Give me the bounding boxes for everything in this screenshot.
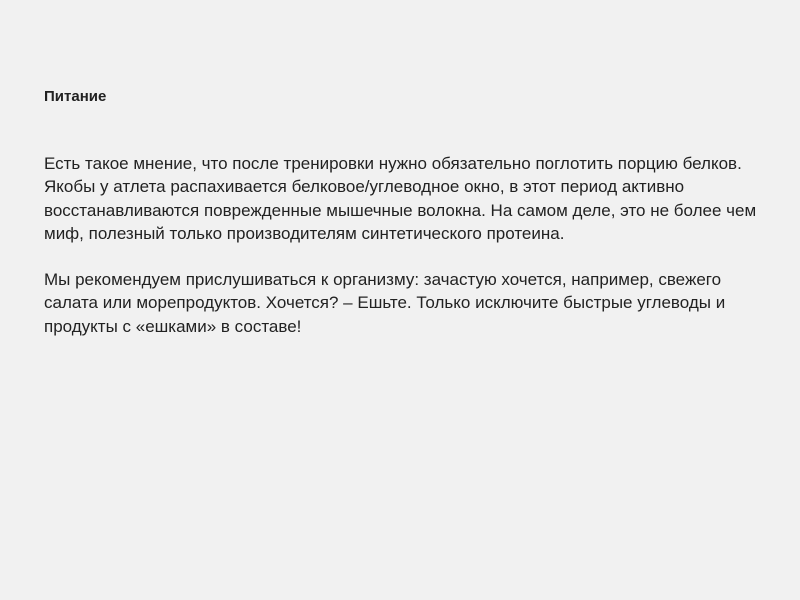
paragraph-spacer <box>44 245 764 268</box>
slide-content <box>44 86 764 338</box>
paragraph-2: Мы рекомендуем прислушиваться к организму: зачастую хочется, например, свежего салата или морепродуктов. Хочется? – Ешьте. Только исключите быстрые углеводы и продукты с «ешками» в составе! <box>44 270 726 336</box>
paragraph-1: Есть такое мнение, что после тренировки нужно обязательно поглотить порцию белков. Якобы у атлета распахивается белковое/углеводное окно, в этот период активно восстанавливаются поврежденные мышечные волокна. На самом деле, это не более чем миф, полезный только производителям синтетического протеина. <box>44 154 757 243</box>
slide-title: Питание <box>44 88 107 105</box>
